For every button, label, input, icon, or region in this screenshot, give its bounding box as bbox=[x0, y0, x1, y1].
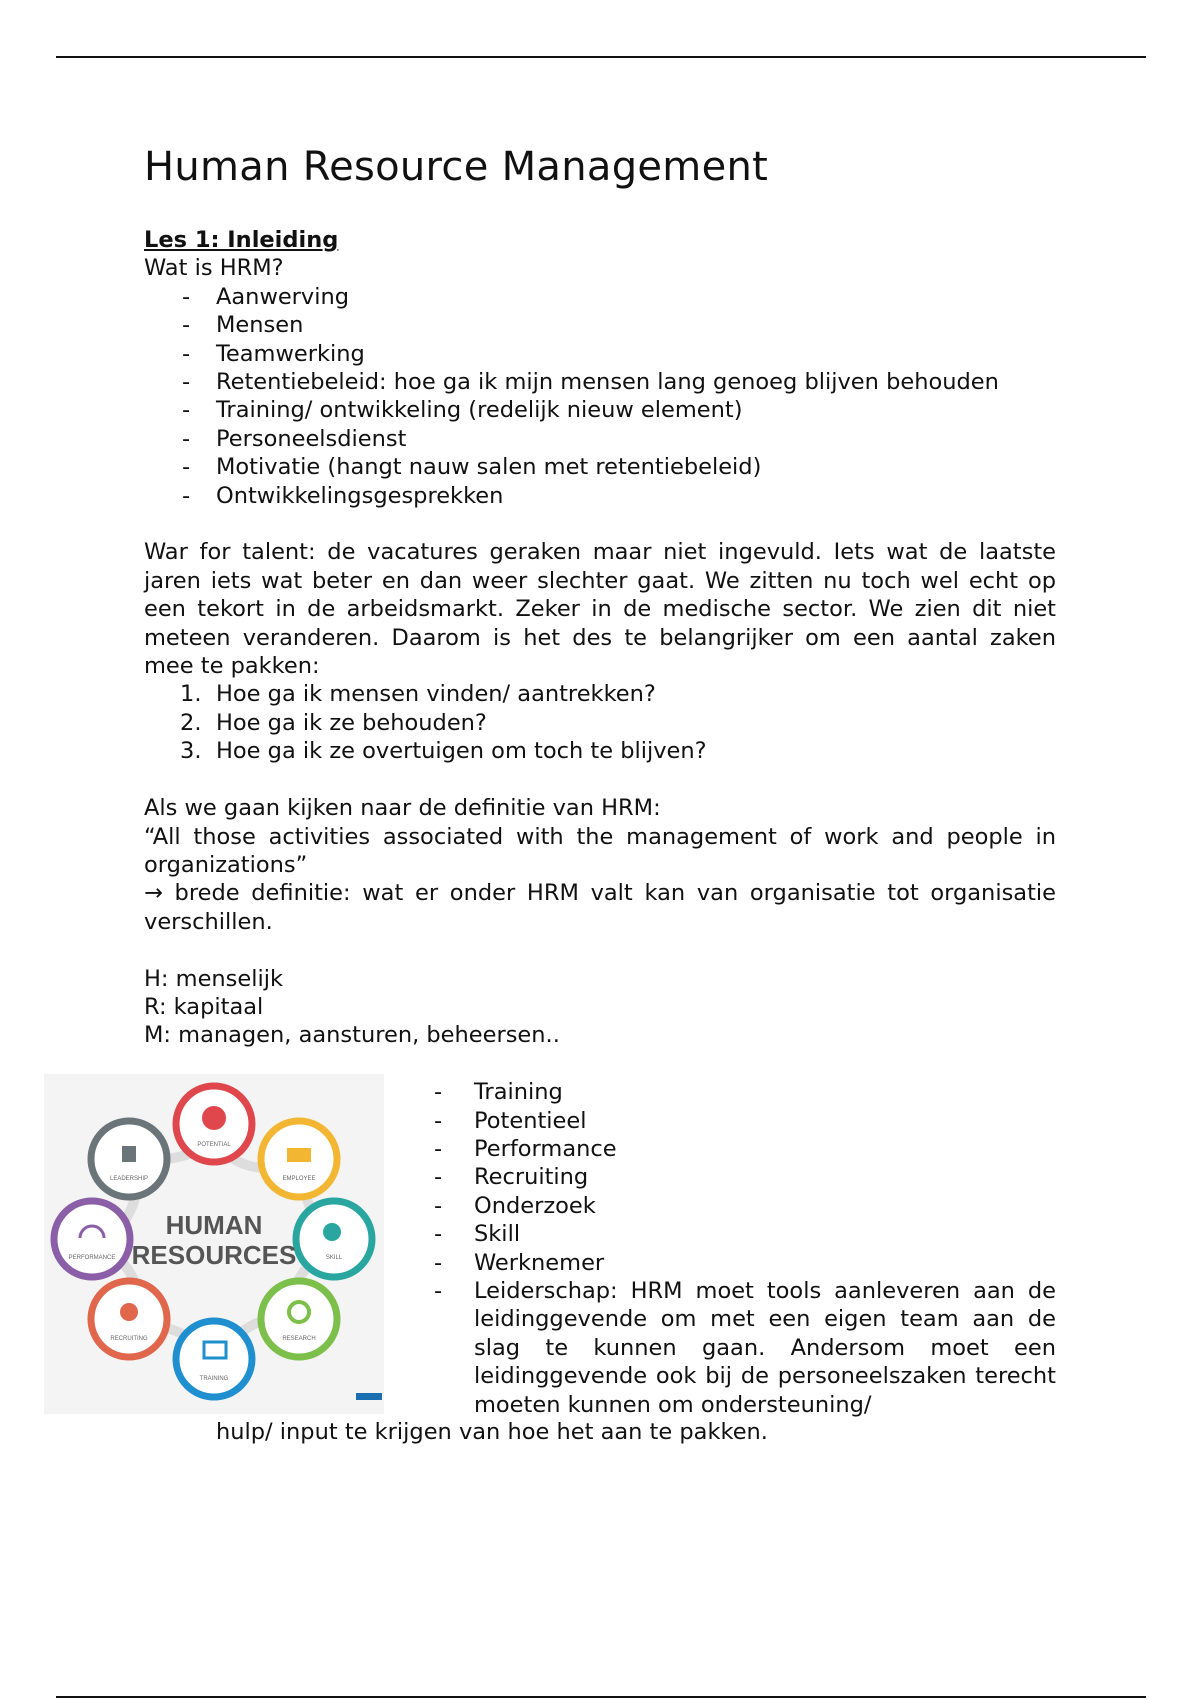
employee-node bbox=[261, 1121, 337, 1197]
node-label-performance: PERFORMANCE bbox=[68, 1255, 116, 1262]
research-node bbox=[261, 1281, 337, 1357]
leadership-tail: hulp/ input te krijgen van hoe het aan te pakken. bbox=[216, 1419, 768, 1446]
list-item: 2. Hoe ga ik ze behouden? bbox=[180, 709, 487, 736]
list-item: - Onderzoek bbox=[434, 1192, 1056, 1220]
recruiting-node bbox=[91, 1281, 167, 1357]
node-label-skill: SKILL bbox=[325, 1255, 343, 1262]
figure-title-line2: RESOURCES bbox=[131, 1240, 297, 1271]
performance-node bbox=[54, 1201, 130, 1277]
questions-list bbox=[144, 680, 1056, 765]
list-item: - Training bbox=[434, 1078, 1056, 1106]
lesson-heading: Les 1: Inleiding bbox=[144, 227, 339, 253]
node-label-recruiting: RECRUITING bbox=[110, 1336, 148, 1343]
potential-node bbox=[176, 1086, 252, 1162]
list-item: - Recruiting bbox=[434, 1163, 1056, 1191]
list-item: - Performance bbox=[434, 1135, 1056, 1163]
list-item: 3. Hoe ga ik ze overtuigen om toch te blijven? bbox=[180, 738, 707, 765]
leadership-node bbox=[91, 1121, 167, 1197]
figure-title-line1: HUMAN bbox=[165, 1210, 263, 1241]
hrm-letter-m: M: managen, aansturen, beheersen.. bbox=[144, 1022, 560, 1049]
top-rule bbox=[56, 56, 1146, 58]
list-item: - Training/ ontwikkeling (redelijk nieuw element) bbox=[144, 396, 1056, 424]
node-label-training: TRAINING bbox=[199, 1376, 229, 1383]
list-item: - Werknemer bbox=[434, 1249, 1056, 1277]
figure-items-list bbox=[434, 1078, 1056, 1419]
list-item: - Teamwerking bbox=[144, 340, 1056, 368]
hrm-letter-h: H: menselijk bbox=[144, 965, 284, 992]
document-body bbox=[68, 138, 1056, 1448]
node-label-research: RESEARCH bbox=[282, 1336, 316, 1343]
training-node bbox=[176, 1321, 252, 1397]
hr-figure-section bbox=[68, 1078, 1056, 1448]
node-label-employee: EMPLOYEE bbox=[282, 1176, 316, 1183]
question-line: Wat is HRM? bbox=[144, 255, 284, 282]
list-item: - Retentiebeleid: hoe ga ik mijn mensen lang genoeg blijven behouden bbox=[144, 368, 1056, 396]
list-item: - Ontwikkelingsgesprekken bbox=[144, 482, 1056, 510]
bottom-rule bbox=[56, 1696, 1146, 1698]
war-for-talent-paragraph: War for talent: de vacatures geraken maar niet ingevuld. Iets wat de laatste jaren iets wat beter en dan weer slechter gaat. We zitten nu toch wel echt op een tekort in de arbeidsmarkt. Zeker in de medische sector. We zien dit niet meteen veranderen. Daarom is het des te belangrijker om een aantal zaken mee te pakken: bbox=[144, 539, 1056, 680]
definition-intro: Als we gaan kijken naar de definitie van HRM: bbox=[144, 795, 661, 822]
list-item: - Mensen bbox=[144, 311, 1056, 339]
list-item: - Personeelsdienst bbox=[144, 425, 1056, 453]
definition-quote: “All those activities associated with the management of work and people in organizations” bbox=[144, 823, 1056, 878]
list-item: - Skill bbox=[434, 1220, 1056, 1248]
node-label-leadership: LEADERSHIP bbox=[109, 1176, 149, 1183]
list-item: - Motivatie (hangt nauw salen met retentiebeleid) bbox=[144, 453, 1056, 481]
definition-note: → brede definitie: wat er onder HRM valt kan van organisatie tot organisatie verschillen. bbox=[144, 880, 1056, 935]
page-title: Human Resource Management bbox=[144, 144, 769, 190]
list-item: 1. Hoe ga ik mensen vinden/ aantrekken? bbox=[180, 681, 656, 708]
node-label-potential: POTENTIAL bbox=[197, 1142, 231, 1149]
skill-node bbox=[296, 1201, 372, 1277]
blue-marker bbox=[356, 1393, 382, 1400]
human-resources-diagram bbox=[44, 1074, 384, 1414]
hrm-letter-r: R: kapitaal bbox=[144, 993, 264, 1020]
hrm-items-list bbox=[144, 283, 1056, 510]
list-item: - Potentieel bbox=[434, 1107, 1056, 1135]
list-item: - Aanwerving bbox=[144, 283, 1056, 311]
list-item-leadership: - Leiderschap: HRM moet tools aanleveren aan de leidinggevende om met een eigen team aan de slag te kunnen gaan. Andersom moet een leidinggevende ook bij de personeelszaken terecht moeten kunnen om ondersteuning/ bbox=[434, 1277, 1056, 1419]
